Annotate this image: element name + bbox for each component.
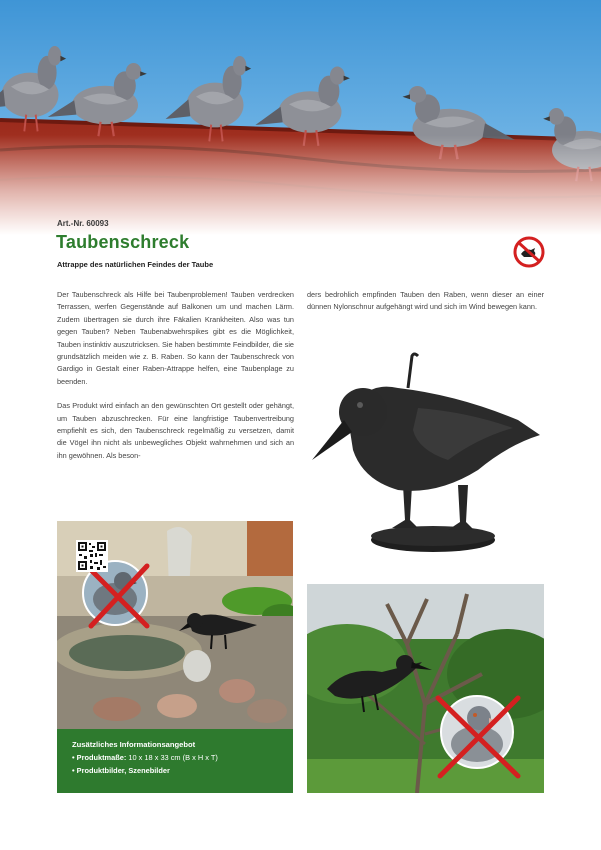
hero-banner-image xyxy=(0,0,601,235)
body-text-column-2 xyxy=(307,289,544,326)
info-box-title: Zusätzliches Informationsangebot xyxy=(72,740,196,749)
dimensions-value: 10 x 18 x 33 cm (B x H x T) xyxy=(126,753,218,762)
body-paragraph: Der Taubenschreck als Hilfe bei Taubenproblemen! Tauben verdrecken Terrassen, werfen Gegenstände auf Balkonen um und machen Lärm. Zudem übertragen sie durch ihre Fäkalien Krankheiten. Also was tun gegen Tauben? Neben Taubenabwehrspikes gibt es die Möglichkeit, Tauben instinktiv auszutricksen. Sie haben bestimmte Feindbilder, die sie grundsätzlich meiden wie z. B. Raben. So kann der Taubenschreck von Gardigo in Gestalt einer Raben-Attrappe helfen, eine Taubenplage zu beenden. xyxy=(57,290,294,386)
body-paragraph: ders bedrohlich empfinden Tauben den Raben, wenn dieser an einer dünnen Nylonschnur aufgehängt wird und sich im Wind bewegen kann. xyxy=(307,290,544,312)
cross-mark-icon xyxy=(430,690,526,784)
no-pigeon-icon xyxy=(513,236,545,268)
body-text-column-1 xyxy=(57,289,294,474)
crow-product-image xyxy=(308,350,548,555)
page-subtitle: Attrappe des natürlichen Feindes der Taube xyxy=(57,260,214,269)
body-paragraph: Das Produkt wird einfach an den gewünschten Ort gestellt oder gehängt, um Tauben abzuschrecken. Für eine langfristige Taubenvertreibung empfiehlt es sich, den Taubenschreck regelmäßig zu versetzen, damit die Vögel ihn nicht als unbewegliches Objekt wahrnehmen und sich an ihn gewöhnen. Als beson- xyxy=(57,401,294,460)
info-box-images: • Produktbilder, Szenebilder xyxy=(72,766,170,775)
qr-code-icon xyxy=(76,540,108,572)
page-title: Taubenschreck xyxy=(56,232,190,252)
info-box-dimensions xyxy=(72,753,218,762)
info-box xyxy=(57,729,293,793)
dimensions-label: • Produktmaße: xyxy=(72,753,127,762)
article-number: Art.-Nr. 60093 xyxy=(57,219,109,228)
